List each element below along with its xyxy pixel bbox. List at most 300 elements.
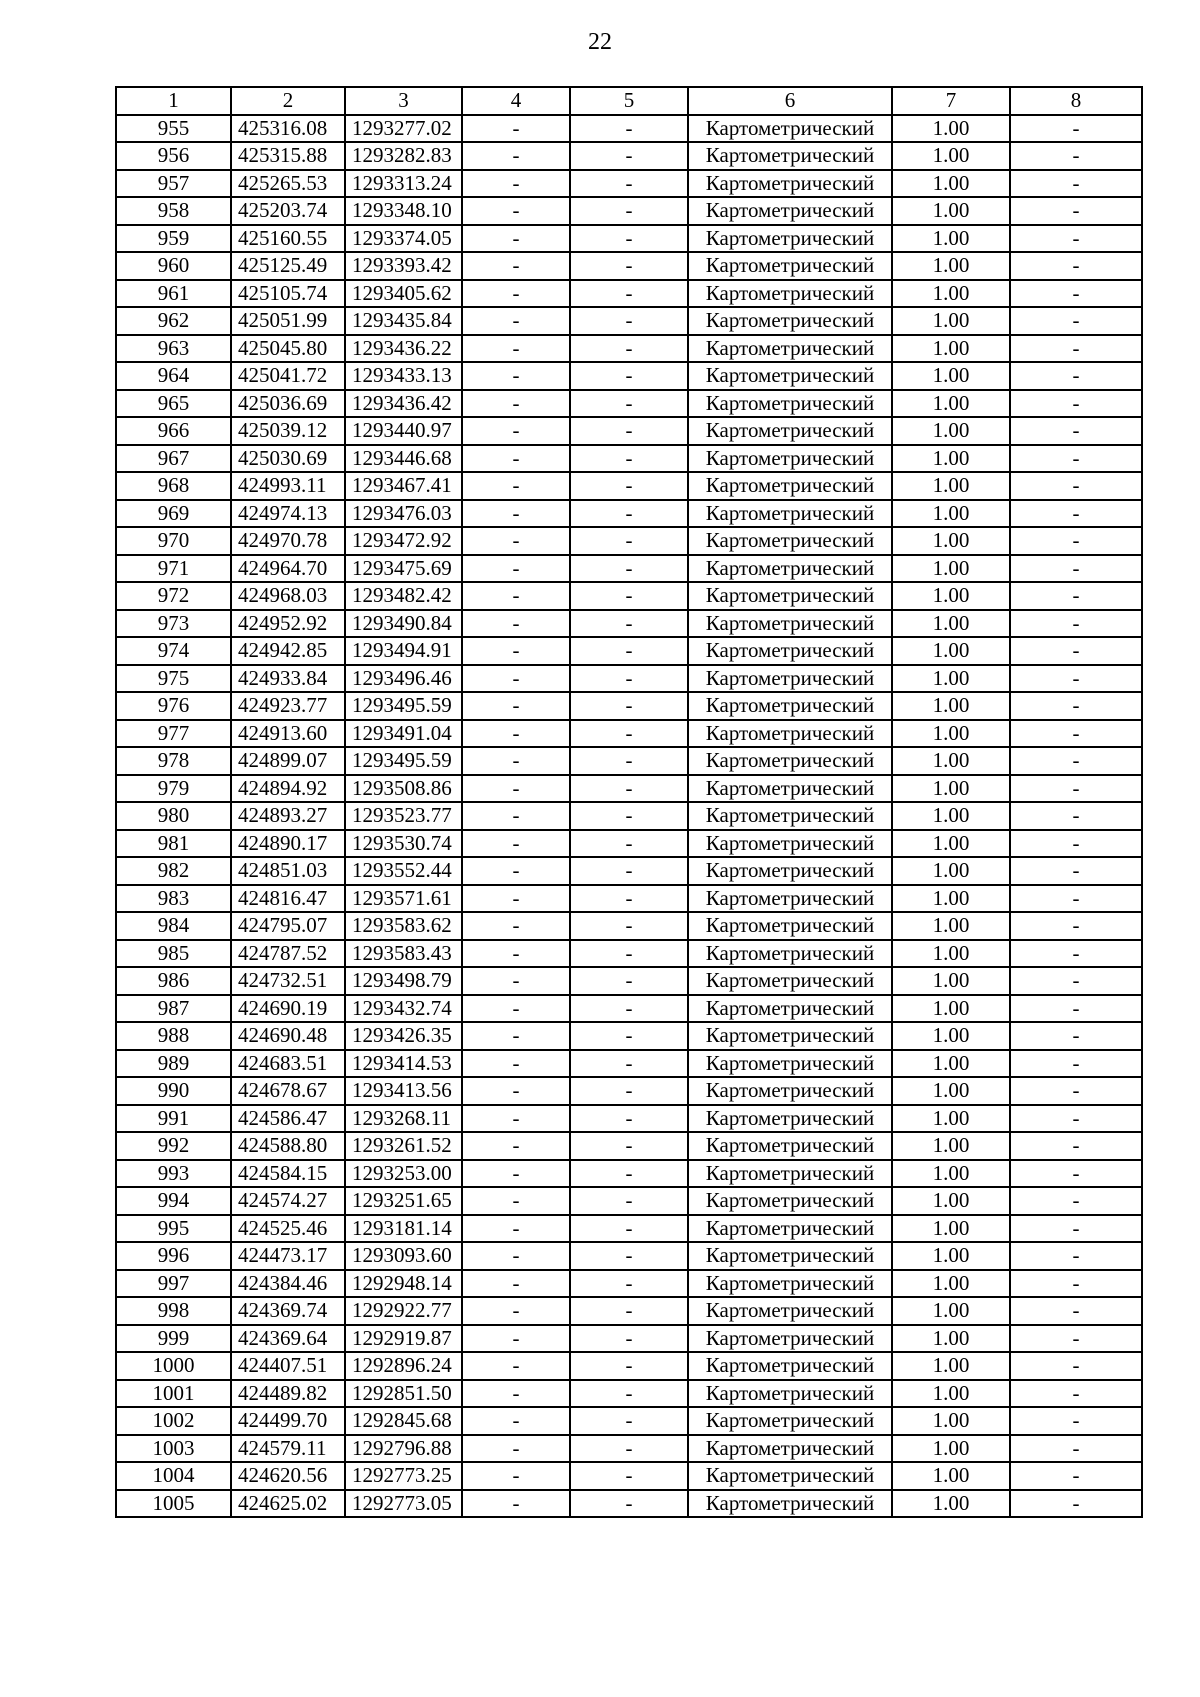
x-coordinate-cell: 424816.47 [231, 885, 345, 913]
col5-cell: - [570, 1187, 688, 1215]
y-coordinate-cell: 1293583.43 [345, 940, 462, 968]
col5-cell: - [570, 472, 688, 500]
col4-cell: - [462, 115, 570, 143]
accuracy-cell: 1.00 [892, 720, 1010, 748]
col5-cell: - [570, 1242, 688, 1270]
point-number-cell: 958 [116, 197, 231, 225]
x-coordinate-cell: 424942.85 [231, 637, 345, 665]
accuracy-cell: 1.00 [892, 802, 1010, 830]
point-number-cell: 971 [116, 555, 231, 583]
table-row [116, 830, 1142, 858]
x-coordinate-cell: 424899.07 [231, 747, 345, 775]
accuracy-cell: 1.00 [892, 1077, 1010, 1105]
col5-cell: - [570, 830, 688, 858]
x-coordinate-cell: 424913.60 [231, 720, 345, 748]
accuracy-cell: 1.00 [892, 1105, 1010, 1133]
point-number-cell: 994 [116, 1187, 231, 1215]
point-number-cell: 983 [116, 885, 231, 913]
table-row [116, 720, 1142, 748]
x-coordinate-cell: 424407.51 [231, 1352, 345, 1380]
accuracy-cell: 1.00 [892, 830, 1010, 858]
point-number-cell: 986 [116, 967, 231, 995]
y-coordinate-cell: 1293393.42 [345, 252, 462, 280]
accuracy-cell: 1.00 [892, 582, 1010, 610]
table-row [116, 445, 1142, 473]
point-number-cell: 957 [116, 170, 231, 198]
x-coordinate-cell: 424620.56 [231, 1462, 345, 1490]
x-coordinate-cell: 424970.78 [231, 527, 345, 555]
y-coordinate-cell: 1293374.05 [345, 225, 462, 253]
col5-cell: - [570, 362, 688, 390]
column-header: 7 [892, 87, 1010, 115]
accuracy-cell: 1.00 [892, 1325, 1010, 1353]
table-row [116, 802, 1142, 830]
col5-cell: - [570, 1132, 688, 1160]
y-coordinate-cell: 1292773.05 [345, 1490, 462, 1518]
method-cell: Картометрический [688, 720, 892, 748]
col4-cell: - [462, 555, 570, 583]
col8-cell: - [1010, 637, 1142, 665]
col8-cell: - [1010, 830, 1142, 858]
x-coordinate-cell: 424923.77 [231, 692, 345, 720]
point-number-cell: 984 [116, 912, 231, 940]
point-number-cell: 963 [116, 335, 231, 363]
y-coordinate-cell: 1293093.60 [345, 1242, 462, 1270]
col4-cell: - [462, 857, 570, 885]
point-number-cell: 964 [116, 362, 231, 390]
col5-cell: - [570, 1297, 688, 1325]
col5-cell: - [570, 1022, 688, 1050]
col5-cell: - [570, 335, 688, 363]
table-row [116, 1077, 1142, 1105]
col8-cell: - [1010, 307, 1142, 335]
method-cell: Картометрический [688, 692, 892, 720]
point-number-cell: 980 [116, 802, 231, 830]
col5-cell: - [570, 1105, 688, 1133]
col5-cell: - [570, 967, 688, 995]
col5-cell: - [570, 802, 688, 830]
x-coordinate-cell: 424968.03 [231, 582, 345, 610]
method-cell: Картометрический [688, 1077, 892, 1105]
col8-cell: - [1010, 1407, 1142, 1435]
y-coordinate-cell: 1293571.61 [345, 885, 462, 913]
col5-cell: - [570, 417, 688, 445]
point-number-cell: 978 [116, 747, 231, 775]
method-cell: Картометрический [688, 555, 892, 583]
col5-cell: - [570, 1462, 688, 1490]
y-coordinate-cell: 1293494.91 [345, 637, 462, 665]
y-coordinate-cell: 1293498.79 [345, 967, 462, 995]
method-cell: Картометрический [688, 390, 892, 418]
y-coordinate-cell: 1293552.44 [345, 857, 462, 885]
col8-cell: - [1010, 857, 1142, 885]
method-cell: Картометрический [688, 830, 892, 858]
col5-cell: - [570, 1380, 688, 1408]
col4-cell: - [462, 197, 570, 225]
col5-cell: - [570, 912, 688, 940]
y-coordinate-cell: 1293467.41 [345, 472, 462, 500]
table-row [116, 472, 1142, 500]
point-number-cell: 975 [116, 665, 231, 693]
y-coordinate-cell: 1293313.24 [345, 170, 462, 198]
accuracy-cell: 1.00 [892, 252, 1010, 280]
y-coordinate-cell: 1293495.59 [345, 747, 462, 775]
table-row [116, 527, 1142, 555]
x-coordinate-cell: 424851.03 [231, 857, 345, 885]
col5-cell: - [570, 1352, 688, 1380]
method-cell: Картометрический [688, 527, 892, 555]
x-coordinate-cell: 424678.67 [231, 1077, 345, 1105]
y-coordinate-cell: 1293282.83 [345, 142, 462, 170]
col4-cell: - [462, 280, 570, 308]
method-cell: Картометрический [688, 335, 892, 363]
page-number: 22 [588, 29, 612, 55]
column-header: 4 [462, 87, 570, 115]
y-coordinate-cell: 1293251.65 [345, 1187, 462, 1215]
table-row [116, 280, 1142, 308]
col5-cell: - [570, 885, 688, 913]
method-cell: Картометрический [688, 857, 892, 885]
accuracy-cell: 1.00 [892, 665, 1010, 693]
method-cell: Картометрический [688, 362, 892, 390]
x-coordinate-cell: 424894.92 [231, 775, 345, 803]
col8-cell: - [1010, 747, 1142, 775]
col4-cell: - [462, 940, 570, 968]
accuracy-cell: 1.00 [892, 1435, 1010, 1463]
table-row [116, 225, 1142, 253]
y-coordinate-cell: 1293482.42 [345, 582, 462, 610]
table-row [116, 775, 1142, 803]
x-coordinate-cell: 425039.12 [231, 417, 345, 445]
x-coordinate-cell: 424369.74 [231, 1297, 345, 1325]
col8-cell: - [1010, 1490, 1142, 1518]
method-cell: Картометрический [688, 747, 892, 775]
point-number-cell: 961 [116, 280, 231, 308]
table-row [116, 252, 1142, 280]
x-coordinate-cell: 424384.46 [231, 1270, 345, 1298]
col4-cell: - [462, 1187, 570, 1215]
point-number-cell: 998 [116, 1297, 231, 1325]
table-row [116, 555, 1142, 583]
point-number-cell: 992 [116, 1132, 231, 1160]
method-cell: Картометрический [688, 665, 892, 693]
method-cell: Картометрический [688, 775, 892, 803]
method-cell: Картометрический [688, 225, 892, 253]
point-number-cell: 985 [116, 940, 231, 968]
accuracy-cell: 1.00 [892, 417, 1010, 445]
accuracy-cell: 1.00 [892, 1270, 1010, 1298]
table-row [116, 500, 1142, 528]
y-coordinate-cell: 1293414.53 [345, 1050, 462, 1078]
col4-cell: - [462, 720, 570, 748]
table-row [116, 1490, 1142, 1518]
col8-cell: - [1010, 252, 1142, 280]
col4-cell: - [462, 1352, 570, 1380]
table-row [116, 912, 1142, 940]
method-cell: Картометрический [688, 1352, 892, 1380]
x-coordinate-cell: 424964.70 [231, 555, 345, 583]
table-row [116, 857, 1142, 885]
method-cell: Картометрический [688, 995, 892, 1023]
y-coordinate-cell: 1293261.52 [345, 1132, 462, 1160]
col4-cell: - [462, 1462, 570, 1490]
col8-cell: - [1010, 1160, 1142, 1188]
accuracy-cell: 1.00 [892, 335, 1010, 363]
y-coordinate-cell: 1293253.00 [345, 1160, 462, 1188]
x-coordinate-cell: 424933.84 [231, 665, 345, 693]
table-row [116, 637, 1142, 665]
col8-cell: - [1010, 1050, 1142, 1078]
y-coordinate-cell: 1293508.86 [345, 775, 462, 803]
method-cell: Картометрический [688, 252, 892, 280]
table-row [116, 335, 1142, 363]
point-number-cell: 1000 [116, 1352, 231, 1380]
point-number-cell: 959 [116, 225, 231, 253]
point-number-cell: 955 [116, 115, 231, 143]
method-cell: Картометрический [688, 1270, 892, 1298]
x-coordinate-cell: 424690.48 [231, 1022, 345, 1050]
col4-cell: - [462, 500, 570, 528]
col5-cell: - [570, 1490, 688, 1518]
point-number-cell: 990 [116, 1077, 231, 1105]
accuracy-cell: 1.00 [892, 967, 1010, 995]
table-row [116, 307, 1142, 335]
col4-cell: - [462, 1077, 570, 1105]
y-coordinate-cell: 1293446.68 [345, 445, 462, 473]
col8-cell: - [1010, 472, 1142, 500]
col4-cell: - [462, 1242, 570, 1270]
x-coordinate-cell: 424369.64 [231, 1325, 345, 1353]
col4-cell: - [462, 610, 570, 638]
col4-cell: - [462, 1270, 570, 1298]
accuracy-cell: 1.00 [892, 940, 1010, 968]
col5-cell: - [570, 692, 688, 720]
table-row [116, 1270, 1142, 1298]
table-row [116, 417, 1142, 445]
column-header: 5 [570, 87, 688, 115]
table-row [116, 1242, 1142, 1270]
y-coordinate-cell: 1292845.68 [345, 1407, 462, 1435]
accuracy-cell: 1.00 [892, 692, 1010, 720]
method-cell: Картометрический [688, 1105, 892, 1133]
method-cell: Картометрический [688, 1297, 892, 1325]
col5-cell: - [570, 307, 688, 335]
y-coordinate-cell: 1293495.59 [345, 692, 462, 720]
method-cell: Картометрический [688, 280, 892, 308]
x-coordinate-cell: 424952.92 [231, 610, 345, 638]
col4-cell: - [462, 1407, 570, 1435]
accuracy-cell: 1.00 [892, 307, 1010, 335]
col8-cell: - [1010, 1215, 1142, 1243]
col8-cell: - [1010, 940, 1142, 968]
method-cell: Картометрический [688, 197, 892, 225]
col5-cell: - [570, 500, 688, 528]
col8-cell: - [1010, 225, 1142, 253]
method-cell: Картометрический [688, 885, 892, 913]
point-number-cell: 974 [116, 637, 231, 665]
y-coordinate-cell: 1292773.25 [345, 1462, 462, 1490]
y-coordinate-cell: 1293530.74 [345, 830, 462, 858]
col8-cell: - [1010, 1325, 1142, 1353]
col4-cell: - [462, 445, 570, 473]
y-coordinate-cell: 1292896.24 [345, 1352, 462, 1380]
col4-cell: - [462, 637, 570, 665]
x-coordinate-cell: 424993.11 [231, 472, 345, 500]
col5-cell: - [570, 197, 688, 225]
point-number-cell: 969 [116, 500, 231, 528]
table-row [116, 390, 1142, 418]
col8-cell: - [1010, 610, 1142, 638]
point-number-cell: 996 [116, 1242, 231, 1270]
point-number-cell: 1004 [116, 1462, 231, 1490]
col5-cell: - [570, 995, 688, 1023]
table-row [116, 1297, 1142, 1325]
col4-cell: - [462, 1132, 570, 1160]
table-header-row [116, 87, 1142, 115]
coordinates-table [115, 86, 1143, 1518]
y-coordinate-cell: 1293432.74 [345, 995, 462, 1023]
col5-cell: - [570, 747, 688, 775]
accuracy-cell: 1.00 [892, 1022, 1010, 1050]
y-coordinate-cell: 1292948.14 [345, 1270, 462, 1298]
x-coordinate-cell: 424525.46 [231, 1215, 345, 1243]
col5-cell: - [570, 775, 688, 803]
col8-cell: - [1010, 582, 1142, 610]
y-coordinate-cell: 1293436.22 [345, 335, 462, 363]
method-cell: Картометрический [688, 637, 892, 665]
point-number-cell: 965 [116, 390, 231, 418]
col8-cell: - [1010, 1077, 1142, 1105]
col8-cell: - [1010, 775, 1142, 803]
col8-cell: - [1010, 1242, 1142, 1270]
col4-cell: - [462, 307, 570, 335]
col8-cell: - [1010, 665, 1142, 693]
accuracy-cell: 1.00 [892, 362, 1010, 390]
table-row [116, 362, 1142, 390]
col4-cell: - [462, 390, 570, 418]
method-cell: Картометрический [688, 142, 892, 170]
col5-cell: - [570, 445, 688, 473]
accuracy-cell: 1.00 [892, 390, 1010, 418]
accuracy-cell: 1.00 [892, 885, 1010, 913]
col8-cell: - [1010, 362, 1142, 390]
col8-cell: - [1010, 1462, 1142, 1490]
point-number-cell: 1005 [116, 1490, 231, 1518]
col4-cell: - [462, 1435, 570, 1463]
col4-cell: - [462, 747, 570, 775]
y-coordinate-cell: 1293496.46 [345, 665, 462, 693]
col8-cell: - [1010, 500, 1142, 528]
col4-cell: - [462, 885, 570, 913]
table-row [116, 610, 1142, 638]
col8-cell: - [1010, 1187, 1142, 1215]
x-coordinate-cell: 425316.08 [231, 115, 345, 143]
x-coordinate-cell: 424974.13 [231, 500, 345, 528]
col4-cell: - [462, 1050, 570, 1078]
col5-cell: - [570, 527, 688, 555]
y-coordinate-cell: 1293440.97 [345, 417, 462, 445]
x-coordinate-cell: 425030.69 [231, 445, 345, 473]
accuracy-cell: 1.00 [892, 1462, 1010, 1490]
col8-cell: - [1010, 335, 1142, 363]
accuracy-cell: 1.00 [892, 1297, 1010, 1325]
x-coordinate-cell: 425160.55 [231, 225, 345, 253]
point-number-cell: 987 [116, 995, 231, 1023]
col4-cell: - [462, 1105, 570, 1133]
x-coordinate-cell: 424579.11 [231, 1435, 345, 1463]
col5-cell: - [570, 142, 688, 170]
accuracy-cell: 1.00 [892, 747, 1010, 775]
col8-cell: - [1010, 417, 1142, 445]
col4-cell: - [462, 142, 570, 170]
x-coordinate-cell: 424795.07 [231, 912, 345, 940]
method-cell: Картометрический [688, 1022, 892, 1050]
col5-cell: - [570, 1215, 688, 1243]
col4-cell: - [462, 1297, 570, 1325]
column-header: 6 [688, 87, 892, 115]
y-coordinate-cell: 1293413.56 [345, 1077, 462, 1105]
accuracy-cell: 1.00 [892, 1050, 1010, 1078]
col8-cell: - [1010, 445, 1142, 473]
y-coordinate-cell: 1292919.87 [345, 1325, 462, 1353]
method-cell: Картометрический [688, 115, 892, 143]
point-number-cell: 972 [116, 582, 231, 610]
col4-cell: - [462, 1215, 570, 1243]
col4-cell: - [462, 692, 570, 720]
accuracy-cell: 1.00 [892, 115, 1010, 143]
table-row [116, 170, 1142, 198]
point-number-cell: 977 [116, 720, 231, 748]
method-cell: Картометрический [688, 610, 892, 638]
col5-cell: - [570, 1270, 688, 1298]
col5-cell: - [570, 170, 688, 198]
point-number-cell: 956 [116, 142, 231, 170]
col8-cell: - [1010, 802, 1142, 830]
accuracy-cell: 1.00 [892, 1242, 1010, 1270]
point-number-cell: 981 [116, 830, 231, 858]
col8-cell: - [1010, 280, 1142, 308]
point-number-cell: 997 [116, 1270, 231, 1298]
table-row [116, 197, 1142, 225]
x-coordinate-cell: 425203.74 [231, 197, 345, 225]
point-number-cell: 982 [116, 857, 231, 885]
y-coordinate-cell: 1293268.11 [345, 1105, 462, 1133]
accuracy-cell: 1.00 [892, 1132, 1010, 1160]
y-coordinate-cell: 1292796.88 [345, 1435, 462, 1463]
method-cell: Картометрический [688, 170, 892, 198]
col4-cell: - [462, 830, 570, 858]
column-header: 2 [231, 87, 345, 115]
col5-cell: - [570, 940, 688, 968]
table-row [116, 747, 1142, 775]
accuracy-cell: 1.00 [892, 500, 1010, 528]
accuracy-cell: 1.00 [892, 225, 1010, 253]
point-number-cell: 1002 [116, 1407, 231, 1435]
col4-cell: - [462, 995, 570, 1023]
col8-cell: - [1010, 1352, 1142, 1380]
column-header: 8 [1010, 87, 1142, 115]
point-number-cell: 999 [116, 1325, 231, 1353]
x-coordinate-cell: 424732.51 [231, 967, 345, 995]
method-cell: Картометрический [688, 1462, 892, 1490]
method-cell: Картометрический [688, 1490, 892, 1518]
accuracy-cell: 1.00 [892, 1215, 1010, 1243]
point-number-cell: 1003 [116, 1435, 231, 1463]
x-coordinate-cell: 424690.19 [231, 995, 345, 1023]
method-cell: Картометрический [688, 1050, 892, 1078]
method-cell: Картометрический [688, 582, 892, 610]
y-coordinate-cell: 1293426.35 [345, 1022, 462, 1050]
